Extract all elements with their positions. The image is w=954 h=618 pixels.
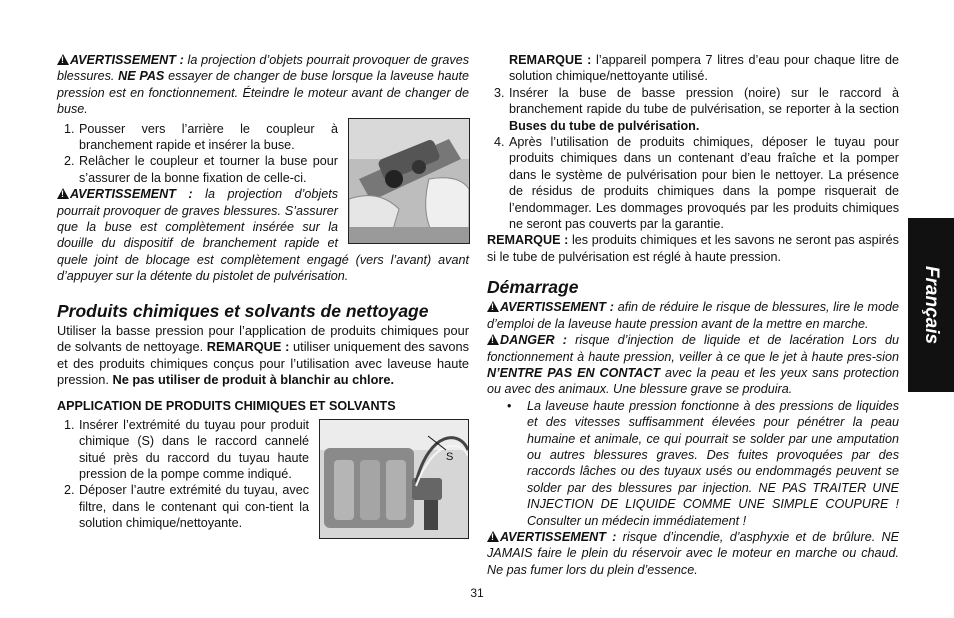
list-item: 3. Insérer la buse de basse pression (noire) sur le raccord à branchement rapide du tube de pulvérisation, se reporter à la section Buses du tube de pulvérisation. — [494, 85, 899, 133]
list-item: 1. Insérer l’extrémité du tuyau pour produit chimique (S) dans le raccord cannelé situé près du raccord du tuyau haute pression de la pompe comme indiqué. — [64, 417, 309, 481]
warning-nozzle-inserted: !AVERTISSEMENT : la projection d’objets pourrait provoquer de graves blessures. S’assurer que la buse est complètement insérée sur la douille du dispositif de branchement rapide et quele joint de blocage est complètement engagé (vers l’avant) avant d’appuyer sur la détente du pistolet de pulvérisation. — [57, 186, 469, 284]
warning-triangle-icon — [57, 54, 69, 65]
chemicals-intro: Utiliser la basse pression pour l’application de produits chimiques pour de solvants de nettoyage. REMARQUE : utiliser uniquement des savons et des produits chimiques conçus pour l’utilisation avec laveuse haute pression. Ne pas utiliser de produit à blanchir au chlore. — [57, 322, 470, 387]
note-pump-ratio: REMARQUE : l’appareil pompera 7 litres d’eau pour chaque litre de solution chimique/nettoyante utilisé. — [509, 53, 899, 84]
list-item: 2. Déposer l’autre extrémité du tuyau, avec filtre, dans le contenant qui con-tient la solution chimique/nettoyante. — [64, 483, 309, 531]
language-side-tab — [908, 218, 954, 392]
list-item: 4. Après l’utilisation de produits chimiques, déposer le tuyau pour produits chimiques dans un contenant d’eau fraîche et la pomper dans le système de pulvérisation pour bien le nettoyer. La présence de résidus de produits chimiques dans la pompe risquerait de l’endommager. Les dommages provoqués par les produits chimiques ne seront pas couverts par la garantie. — [494, 135, 899, 232]
language-tab-label: Français — [921, 265, 942, 345]
nozzle-steps-list — [57, 121, 469, 187]
page-number: 31 — [470, 586, 484, 600]
note-high-pressure: REMARQUE : les produits chimiques et les savons ne seront pas aspirés si le tube de pulvérisation est réglé à haute pression. — [487, 233, 899, 264]
warning-triangle-icon — [487, 334, 499, 345]
warning-triangle-icon — [487, 301, 499, 312]
figure-label-s: S — [446, 450, 454, 463]
warning-triangle-icon — [57, 188, 69, 199]
bullet-injection-hazard: • La laveuse haute pression fonctionne à des pressions de liquides et des vitesses suffisamment élevées pour pénétrer la peau humaine et animale, ce qui pourrait se solder par une amputation ou autres blessures graves. Des fuites provoquées par des raccords lâches ou des tuyaux usés ou endommagés peuvent se solder par des blessures par injection. NE PAS TRAITER UNE INJECTION DE LIQUIDE COMME UNE SIMPLE COUPURE ! Consulter un médecin immédiatement ! — [507, 398, 899, 528]
bullet-dot-icon: • — [507, 398, 512, 413]
chemical-steps-list — [57, 417, 469, 532]
subheading-chemical-application: APPLICATION DE PRODUITS CHIMIQUES ET SOLVANTS — [57, 399, 396, 414]
list-item: 2. Relâcher le coupleur et tourner la buse pour s’assurer de la bonne fixation de celle-ci. — [64, 154, 338, 185]
warning-nozzle-change: !AVERTISSEMENT : la projection d’objets pourrait provoquer de graves blessures. NE PAS essayer de changer de buse lorsque la laveuse haute pression est en fonctionnement. Éteindre le moteur avant de changer de buse. — [57, 52, 469, 118]
section-heading-chemicals: Produits chimiques et solvants de nettoyage — [57, 300, 429, 321]
warning-read-manual: !AVERTISSEMENT : afin de réduire le risque de blessures, lire le mode d’emploi de la laveuse haute pression avant de la mettre en marche. — [487, 299, 899, 332]
warning-triangle-icon — [487, 531, 499, 542]
warning-refuel: !AVERTISSEMENT : risque d’incendie, d’asphyxie et de brûlure. NE JAMAIS faire le plein du réservoir avec le moteur en marche ou chaud. Ne pas fumer lors du plein d’essence. — [487, 529, 899, 578]
right-column — [487, 52, 899, 578]
chemical-steps-continued — [487, 85, 899, 233]
left-column — [57, 52, 469, 541]
list-item: 1. Pousser vers l’arrière le coupleur à branchement rapide et insérer la buse. — [64, 121, 338, 153]
section-heading-startup: Démarrage — [487, 277, 579, 298]
danger-injection: !DANGER : risque d’injection de liquide et de lacération Lors du fonctionnement à haute pression, veiller à ce que le jet à haute pres-sion N’ENTRE PAS EN CONTACT avec la peau et les yeux sans protection ou avec des animaux. Une blessure grave se produira. — [487, 332, 899, 398]
